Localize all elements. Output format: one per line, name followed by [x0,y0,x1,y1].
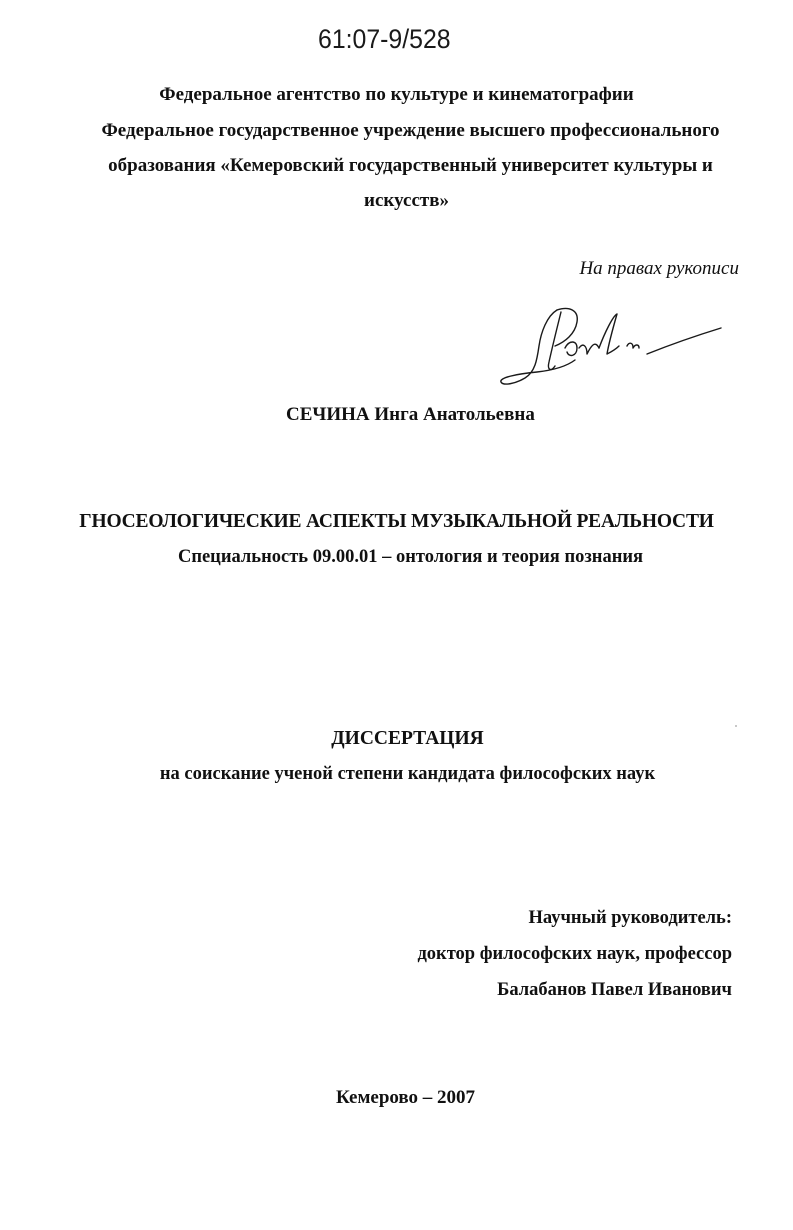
document-type-heading: ДИССЕРТАЦИЯ [331,728,484,749]
dissertation-title: ГНОСЕОЛОГИЧЕСКИЕ АСПЕКТЫ МУЗЫКАЛЬНОЙ РЕАЛЬНОСТИ [79,511,714,532]
rights-note: На правах рукописи [579,258,739,279]
degree-line: на соискание ученой степени кандидата философских наук [159,764,656,784]
organization-line-3: образования «Кемеровский государственный университет культуры и [108,155,713,176]
author-name: СЕЧИНА Инга Анатольевна [286,404,535,425]
supervisor-rank: доктор философских наук, профессор [417,944,732,964]
archive-stamp-number: 61:07-9/528 [318,24,451,54]
city-year: Кемерово – 2007 [335,1087,476,1108]
scan-speck [735,725,737,727]
organization-line-1: Федеральное агентство по культуре и кинематографии [159,84,634,105]
handwritten-signature [495,302,730,397]
organization-line-4: искусств» [364,190,449,211]
specialty-line: Специальность 09.00.01 – онтология и теория познания [177,547,644,567]
supervisor-heading: Научный руководитель: [528,908,732,928]
organization-line-2: Федеральное государственное учреждение высшего профессионального [101,120,720,141]
supervisor-name: Балабанов Павел Иванович [497,980,732,1000]
